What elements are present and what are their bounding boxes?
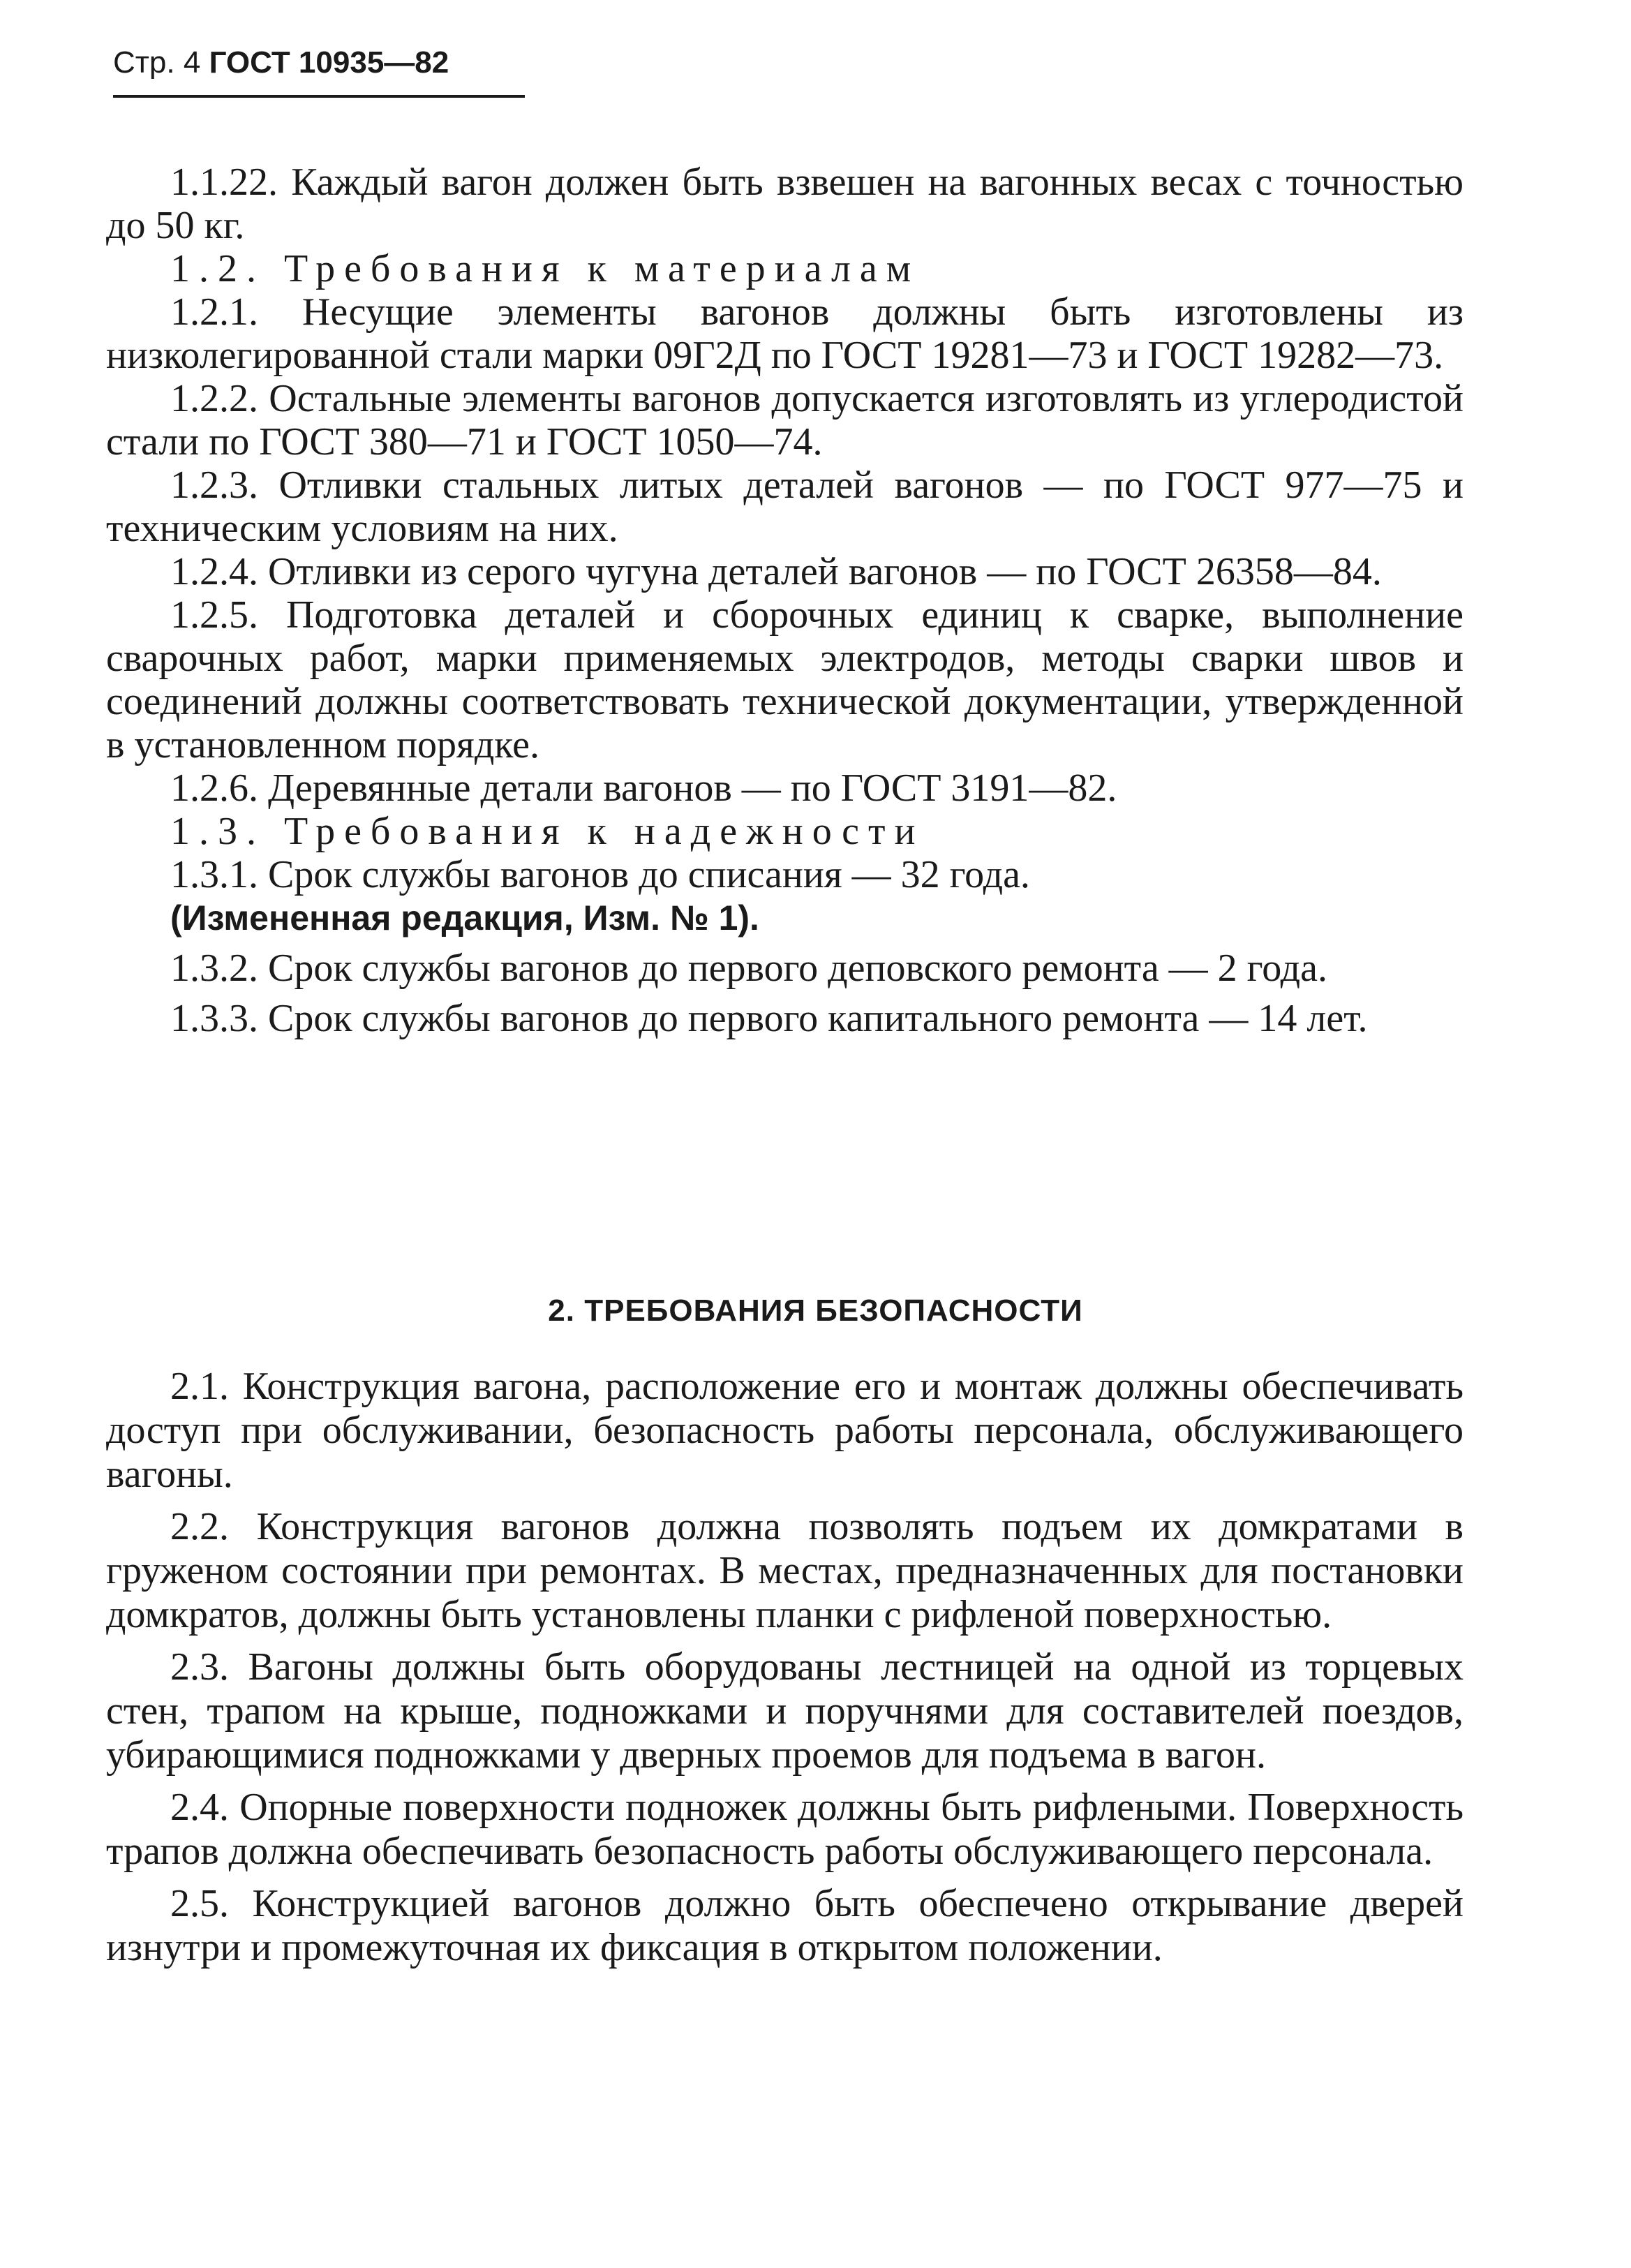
clause-1-2-4: 1.2.4. Отливки из серого чугуна деталей вагонов — по ГОСТ 26358—84. — [170, 550, 1382, 593]
amendment-note: (Измененная редакция, Изм. № 1). — [170, 898, 759, 937]
header-divider — [113, 95, 525, 98]
clause-2-1: 2.1. Конструкция вагона, расположение его и монтаж должны обеспечивать доступ при обслуживании, безопасность работы персонала, обслуживающего вагоны. — [106, 1365, 1464, 1496]
standard-number: ГОСТ 10935—82 — [209, 45, 449, 80]
clause-1-1-22: 1.1.22. Каждый вагон должен быть взвешен на вагонных весах с точностью до 50 кг. — [106, 161, 1464, 247]
requirements-block — [106, 161, 1464, 1040]
section-title-safety: 2. ТРЕБОВАНИЯ БЕЗОПАСНОСТИ — [548, 1294, 1083, 1328]
clause-1-2-5: 1.2.5. Подготовка деталей и сборочных единиц к сварке, выполнение сварочных работ, марки применяемых электродов, методы сварки швов и соединений должны соответствовать технической документации, утвержденной в установленном порядке. — [106, 593, 1464, 766]
subsection-heading-materials: 1.2. Требования к материалам — [170, 247, 921, 290]
page-header — [113, 42, 532, 84]
clause-1-3-2: 1.3.2. Срок службы вагонов до первого деповского ремонта — 2 года. — [170, 947, 1327, 990]
clause-1-2-2: 1.2.2. Остальные элементы вагонов допускается изготовлять из углеродистой стали по ГОСТ 380—71 и ГОСТ 1050—74. — [106, 377, 1464, 464]
clause-2-2: 2.2. Конструкция вагонов должна позволять подъем их домкратами в груженом состоянии при ремонтах. В местах, предназначенных для постановки домкратов, должны быть установлены планки с рифленой поверхностью. — [106, 1505, 1464, 1636]
clause-2-4: 2.4. Опорные поверхности подножек должны быть рифлеными. Поверхность трапов должна обеспечивать безопасность работы обслуживающего персонала. — [106, 1786, 1464, 1873]
clause-1-2-6: 1.2.6. Деревянные детали вагонов — по ГОСТ 3191—82. — [170, 766, 1117, 810]
clause-1-3-3: 1.3.3. Срок службы вагонов до первого капитального ремонта — 14 лет. — [170, 997, 1368, 1040]
safety-requirements-block — [106, 1365, 1464, 1978]
clause-2-3: 2.3. Вагоны должны быть оборудованы лестницей на одной из торцевых стен, трапом на крыше, подножками и поручнями для составителей поездов, убирающимися подножками у дверных проемов для подъема в вагон. — [106, 1645, 1464, 1777]
subsection-heading-reliability: 1.3. Требования к надежности — [170, 810, 925, 853]
clause-2-5: 2.5. Конструкцией вагонов должно быть обеспечено открывание дверей изнутри и промежуточная их фиксация в открытом положении. — [106, 1882, 1464, 1969]
clause-1-2-1: 1.2.1. Несущие элементы вагонов должны быть изготовлены из низколегированной стали марки 09Г2Д по ГОСТ 19281—73 и ГОСТ 19282—73. — [106, 290, 1464, 377]
clause-1-3-1: 1.3.1. Срок службы вагонов до списания — 32 года. — [170, 853, 1030, 896]
clause-1-2-3: 1.2.3. Отливки стальных литых деталей вагонов — по ГОСТ 977—75 и техническим условиям на них. — [106, 464, 1464, 550]
page-number: Стр. 4 — [113, 45, 201, 80]
